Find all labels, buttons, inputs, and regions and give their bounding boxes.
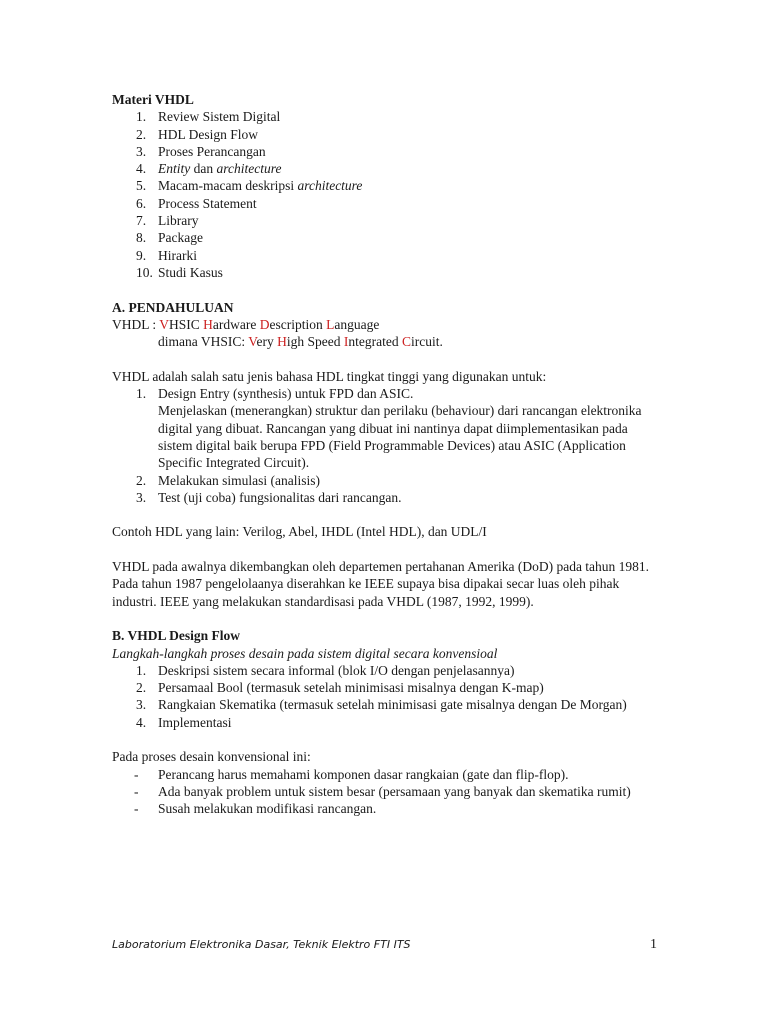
- vhdl-intro: VHDL adalah salah satu jenis bahasa HDL tingkat tinggi yang digunakan untuk:: [112, 368, 547, 384]
- list-item: 9. Hirarki: [136, 247, 197, 263]
- hdl-examples: Contoh HDL yang lain: Verilog, Abel, IHDL (Intel HDL), dan UDL/I: [112, 524, 487, 540]
- list-item: 4. Implementasi: [136, 714, 232, 730]
- list-item: 10. Studi Kasus: [136, 264, 223, 280]
- list-item: 1. Deskripsi sistem secara informal (blok I/O dengan penjelasannya): [136, 662, 515, 678]
- section-a-title: A. PENDAHULUAN: [112, 299, 234, 315]
- footer-text: Laboratorium Elektronika Dasar, Teknik Elektro FTI ITS: [112, 938, 411, 951]
- materi-list: [112, 108, 652, 281]
- document-body: [112, 91, 652, 817]
- vhdl-acronym: VHDL : VHSIC Hardware Description Language: [112, 316, 380, 332]
- vhsic-acronym: dimana VHSIC: Very High Speed Integrated Circuit.: [158, 334, 443, 350]
- design-flow-subtitle: Langkah-langkah proses desain pada sistem digital secara konvensioal: [112, 645, 498, 661]
- list-item: 4. Entity dan architecture: [136, 161, 282, 177]
- list-item: 5. Macam-macam deskripsi architecture: [136, 178, 363, 194]
- page-footer: [112, 936, 657, 953]
- materi-title: Materi VHDL: [112, 92, 194, 107]
- list-item: 1. Review Sistem Digital: [136, 109, 281, 125]
- list-item: 2. HDL Design Flow: [136, 126, 258, 142]
- list-item: 3. Proses Perancangan: [136, 143, 266, 159]
- list-item: - Ada banyak problem untuk sistem besar (persamaan yang banyak dan skematika rumit): [134, 783, 631, 799]
- steps-list: [112, 662, 652, 731]
- list-item: 2. Persamaal Bool (termasuk setelah minimisasi misalnya dengan K-map): [136, 680, 544, 696]
- list-item: 8. Package: [136, 230, 203, 246]
- section-b-title: B. VHDL Design Flow: [112, 628, 241, 644]
- vhdl-history: VHDL pada awalnya dikembangkan oleh departemen pertahanan Amerika (DoD) pada tahun 1981. Pada tahun 1987 pengelolaanya diserahkan ke IEEE supaya bisa dipakai secar luas oleh pihak industri. IEEE yang melakukan standardisasi pada VHDL (1987, 1992, 1999).: [112, 559, 650, 609]
- page-number: 1: [650, 937, 657, 952]
- conventional-list: [112, 766, 652, 818]
- list-item: - Perancang harus memahami komponen dasar rangkaian (gate dan flip-flop).: [134, 766, 569, 782]
- list-item: 3. Rangkaian Skematika (termasuk setelah minimisasi gate misalnya dengan De Morgan): [136, 697, 627, 713]
- list-item: - Susah melakukan modifikasi rancangan.: [134, 801, 377, 817]
- list-item: 1. Design Entry (synthesis) untuk FPD dan ASIC. Menjelaskan (menerangkan) struktur dan perilaku (behaviour) dari rancangan elektronika digital yang dibuat. Rancangan yang dibuat ini nantinya dapat diimplementasikan pada sistem digital baik berupa FPD (Field Programmable Devices) atau ASIC (Application Specific Integrated Circuit).: [136, 386, 642, 471]
- conventional-intro: Pada proses desain konvensional ini:: [112, 749, 311, 765]
- list-item: 2. Melakukan simulasi (analisis): [136, 472, 320, 488]
- list-item: 3. Test (uji coba) fungsionalitas dari rancangan.: [136, 489, 402, 505]
- list-item: 6. Process Statement: [136, 195, 257, 211]
- list-item: 7. Library: [136, 213, 199, 229]
- uses-list: [112, 385, 652, 506]
